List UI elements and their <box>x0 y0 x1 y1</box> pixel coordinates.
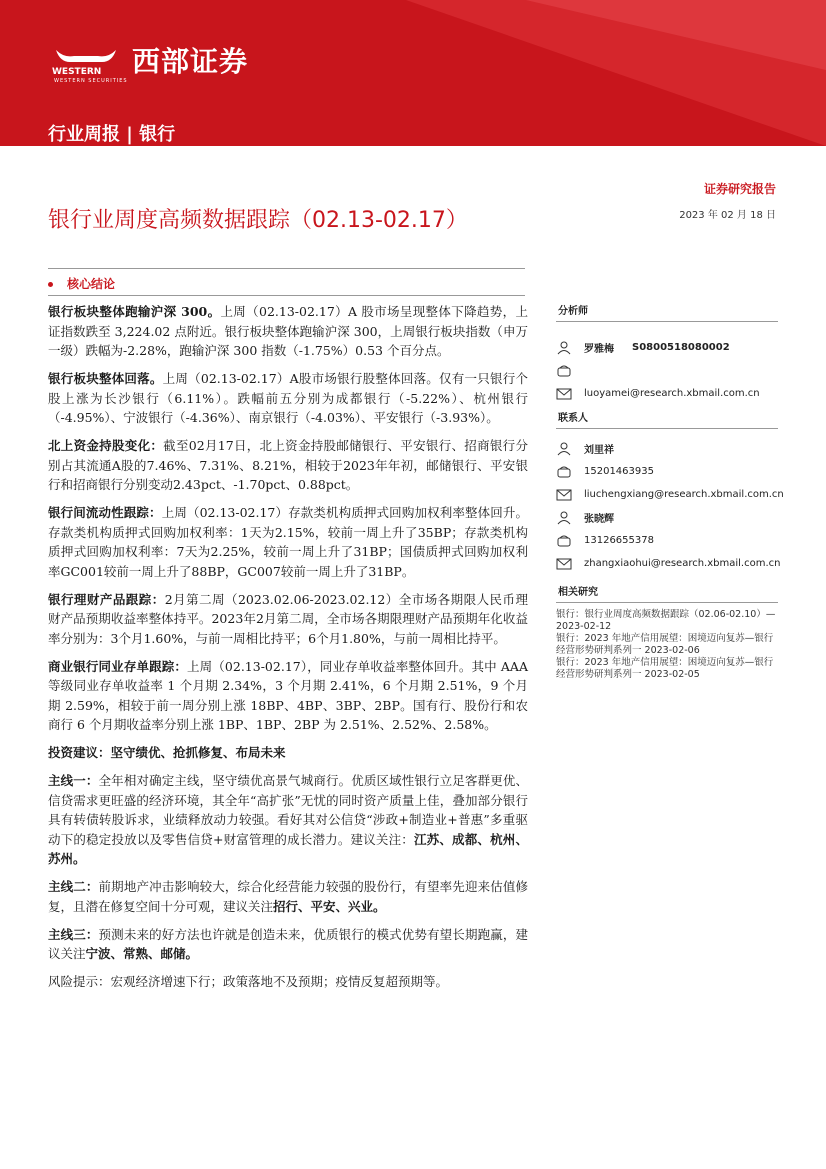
paragraph-text: 上周（02.13-02.17），同业存单收益率整体回升。其中 AAA 等级同业存单收益率 1 个月期 2.34%，3 个月期 2.41%，6 个月期 2.51%，9 个月期 2.59%，相较于前一周分别上涨 18BP、4BP、3BP、2BP。国有行、股份行和农商行 6 个月期收益率分别上涨 1BP、1BP、2BP 为 2.51%、2.52%、2.58%。 <box>48 658 528 732</box>
paragraph-lead: 银行板块整体跑输沪深 300。 <box>48 304 221 319</box>
contact-phone-row <box>556 460 778 483</box>
paragraph <box>48 657 528 735</box>
paragraph <box>48 590 528 649</box>
related-title[interactable]: 银行：2023 年地产信用展望：困境迈向复苏—银行经营形势研判系列一 <box>556 657 774 680</box>
related-header: 相关研究 <box>556 583 778 603</box>
paragraph <box>48 743 528 763</box>
phone-icon <box>556 364 572 378</box>
report-title: 银行业周度高频数据跟踪（02.13-02.17） <box>48 208 468 233</box>
related-item[interactable] <box>556 609 778 633</box>
brand-name: 西部证券 <box>132 45 249 78</box>
paragraph-text: 上周（02.13-02.17）存款类机构质押式回购加权利率整体回升。存款类机构质押式回购加权利率：1天为2.15%，较前一周上升了35BP；存款类机构质押式回购加权利率：7天为2.25%，较前一周上升了31BP；国债质押式回购加权利率GC001较前一周上升了88BP，GC007较前一周上升了31BP。 <box>48 505 528 579</box>
sidebar <box>556 302 784 681</box>
phone-icon <box>556 465 572 479</box>
person-icon <box>556 511 572 525</box>
contact-phone: 15201463935 <box>584 466 654 477</box>
investment-advice-heading: 投资建议：坚守绩优、抢抓修复、布局未来 <box>48 745 286 760</box>
analyst-email[interactable]: luoyamei@research.xbmail.com.cn <box>584 388 760 399</box>
paragraph <box>48 771 528 869</box>
related-item[interactable] <box>556 657 778 681</box>
contact-email-row <box>556 552 781 575</box>
related-title[interactable]: 银行：银行业周度高频数据跟踪（02.06-02.10）— <box>556 609 776 620</box>
phone-icon <box>556 534 572 548</box>
risk-warning <box>48 972 528 992</box>
analyst-email-row <box>556 382 778 405</box>
paragraph-text: 风险提示：宏观经济增速下行；政策落地不及预期；疫情反复超预期等。 <box>48 974 449 989</box>
analyst-phone-row <box>556 359 778 382</box>
paragraph <box>48 877 528 916</box>
paragraph-lead: 银行理财产品跟踪： <box>48 591 165 607</box>
paragraph <box>48 925 528 964</box>
email-icon <box>556 488 572 502</box>
contact-name: 刘里祥 <box>584 445 614 456</box>
paragraph-lead: 银行板块整体回落。 <box>48 371 163 386</box>
contact-email-row <box>556 483 784 506</box>
paragraph-text: 全年相对确定主线，坚守绩优高景气城商行。优质区域性银行立足客群更优、信贷需求更旺盛的经济环境，其全年“高扩张”无忧的同时资产质量上佳，叠加部分银行具有转债转股诉求，业绩释放动力较强。看好其对公信贷“涉政+制造业+普惠”多重驱动下的稳定投放以及零售信贷+财富管理的成长潜力。建议关注： <box>48 773 528 847</box>
paragraph-text: 预测未来的好方法也许就是创造未来，优质银行的模式优势有望长期跑赢，建议关注 <box>48 926 528 961</box>
related-date: 2023-02-06 <box>644 645 700 656</box>
bull-logo-icon <box>50 44 122 76</box>
paragraph <box>48 369 528 428</box>
main-body <box>48 302 528 1000</box>
paragraph-highlight: 招行、平安、兴业。 <box>273 898 386 914</box>
page-header <box>0 0 826 146</box>
related-list <box>556 609 778 681</box>
contact-row <box>556 506 778 529</box>
report-type: 证券研究报告 <box>703 182 776 196</box>
paragraph-text: 上周（02.13-02.17）A 股市场呈现整体下降趋势，上证指数跌至 3,224.02 点附近。银行板块整体跑输沪深 300，上周银行板块指数（申万一级）跌幅为-2.28%，跑输沪深 300 指数（-1.75%）0.53 个百分点。 <box>48 304 528 358</box>
header-decoration-2 <box>526 0 826 70</box>
paragraph-text: 上周（02.13-02.17）A股市场银行股整体回落。仅有一只银行个股上涨为长沙银行（6.11%）。跌幅前五分别为成都银行（-5.22%）、杭州银行（-4.95%）、宁波银行（-4.36%）、南京银行（-4.03%）、平安银行（-3.93%）。 <box>48 371 528 425</box>
contact-email[interactable]: liuchengxiang@research.xbmail.com.cn <box>584 489 784 500</box>
contact-phone: 13126655378 <box>584 535 654 546</box>
related-item[interactable] <box>556 633 778 657</box>
analyst-cert: S0800518080002 <box>632 342 730 353</box>
related-date: 2023-02-05 <box>644 669 700 680</box>
paragraph-text: 2月第二周（2023.02.06-2023.02.12）全市场各期限人民币理财产品预期收益率整体持平。2023年2月第二周，全市场各期限理财产品预期年化收益率分别为：3个月1.60%，与前一周相比持平；6个月1.80%，与前一周相比持平。 <box>48 591 528 646</box>
email-icon <box>556 557 572 571</box>
related-title[interactable]: 银行：2023 年地产信用展望：困境迈向复苏—银行经营形势研判系列一 <box>556 633 774 656</box>
paragraph <box>48 503 528 581</box>
brand-en: WESTERN SECURITIES <box>54 78 128 84</box>
analyst-name: 罗雅梅 <box>584 344 614 355</box>
paragraph-lead: 主线一： <box>48 773 99 788</box>
paragraph-lead: 主线三： <box>48 926 99 942</box>
paragraph-highlight: 江苏、成都、杭州、苏州。 <box>48 831 528 866</box>
contact-row <box>556 437 778 460</box>
analyst-header: 分析师 <box>556 302 778 322</box>
paragraph-highlight: 宁波、常熟、邮储。 <box>85 946 199 961</box>
email-icon <box>556 387 572 401</box>
contact-name: 张晓辉 <box>584 514 614 525</box>
svg-text:WESTERN: WESTERN <box>52 67 102 76</box>
report-category: 行业周报 | 银行 <box>48 124 176 145</box>
analyst-row <box>556 336 778 359</box>
divider <box>48 295 525 296</box>
person-icon <box>556 341 572 355</box>
report-date: 2023 年 02 月 18 日 <box>679 210 776 221</box>
paragraph-lead: 主线二： <box>48 879 99 894</box>
paragraph-text: 前期地产冲击影响较大，综合化经营能力较强的股份行，有望率先迎来估值修复，且潜在修复空间十分可观，建议关注 <box>48 879 528 914</box>
paragraph-lead: 银行间流动性跟踪： <box>48 505 162 520</box>
person-icon <box>556 442 572 456</box>
section-heading-text: 核心结论 <box>67 277 116 291</box>
divider <box>48 268 525 269</box>
paragraph <box>48 302 528 361</box>
contact-header: 联系人 <box>556 409 778 429</box>
paragraph <box>48 436 528 495</box>
bullet-icon <box>48 282 53 287</box>
contact-email[interactable]: zhangxiaohui@research.xbmail.com.cn <box>584 558 781 569</box>
paragraph-lead: 商业银行同业存单跟踪： <box>48 658 188 674</box>
related-date: 2023-02-12 <box>556 621 612 632</box>
contact-phone-row <box>556 529 778 552</box>
paragraph-text: 截至02月17日，北上资金持股邮储银行、平安银行、招商银行分别占其流通A股的7.46%、7.31%、8.21%，相较于2023年年初，邮储银行、平安银行和招商银行分别变动2.43pct、-1.70pct、0.88pct。 <box>48 438 528 492</box>
section-heading <box>48 275 115 292</box>
paragraph-lead: 北上资金持股变化： <box>48 438 164 453</box>
